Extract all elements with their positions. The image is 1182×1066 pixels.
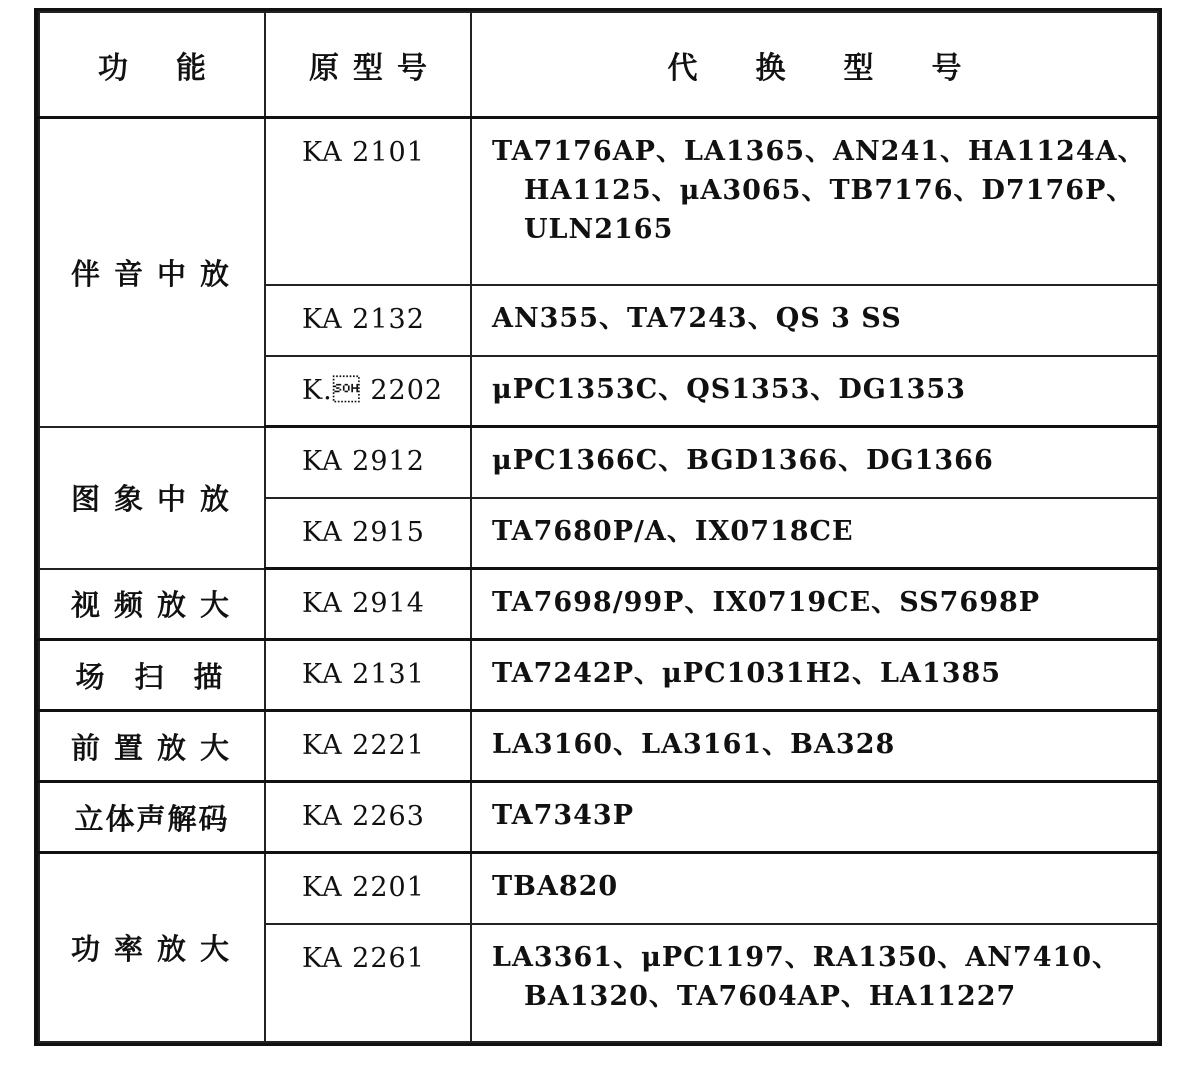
substitute-line: ULN2165 [524,214,674,245]
header-function: 功能 [39,12,265,118]
replacement-table [34,8,1162,1046]
function-cell: 功率放大 [39,853,265,1042]
original-model-cell: K. 2202 [265,356,471,427]
original-model-cell: KA 2221 [265,711,471,782]
substitute-model-cell [471,118,1158,285]
function-cell: 立体声解码 [39,782,265,853]
substitute-line: BA1320、TA7604AP、HA11227 [524,980,1017,1012]
substitute-line: AN355、TA7243、QS 3 SS [492,302,902,334]
table-row [39,711,1158,782]
function-cell: 场扫描 [39,640,265,711]
header-substitute-model: 代换型号 [471,12,1158,118]
original-model-cell: KA 2915 [265,498,471,569]
substitute-model-cell [471,498,1158,569]
original-model-cell: KA 2263 [265,782,471,853]
substitute-line: TA7698/99P、IX0719CE、SS7698P [492,587,1041,618]
substitute-line: HA1125、μA3065、TB7176、D7176P、 [524,175,1135,206]
function-cell: 前置放大 [39,711,265,782]
table-row [39,118,1158,285]
original-model-cell: KA 2131 [265,640,471,711]
substitute-model-cell [471,853,1158,924]
substitute-model-cell [471,924,1158,1042]
original-model-cell: KA 2101 [265,118,471,285]
table-row [39,640,1158,711]
substitute-line: TA7343P [492,800,635,831]
substitute-model-cell [471,285,1158,356]
substitute-line: TA7176AP、LA1365、AN241、HA1124A、 [492,136,1146,167]
function-cell: 伴音中放 [39,118,265,427]
substitute-line: LA3361、μPC1197、RA1350、AN7410、 [492,941,1121,973]
original-model-cell: KA 2132 [265,285,471,356]
substitute-model-cell [471,640,1158,711]
substitute-model-cell [471,569,1158,640]
substitute-line: TA7242P、μPC1031H2、LA1385 [492,658,1002,689]
ic-substitution-table [38,11,1159,1043]
substitute-model-cell [471,356,1158,427]
table-row [39,853,1158,924]
substitute-line: TBA820 [492,871,619,902]
table-row [39,569,1158,640]
substitute-line: μPC1366C、BGD1366、DG1366 [492,445,994,476]
substitute-line: TA7680P/A、IX0718CE [492,515,854,547]
header-original-model: 原型号 [265,12,471,118]
original-model-cell: KA 2201 [265,853,471,924]
substitute-model-cell [471,711,1158,782]
substitute-line: LA3160、LA3161、BA328 [492,729,896,760]
original-model-cell: KA 2261 [265,924,471,1042]
original-model-cell: KA 2914 [265,569,471,640]
function-cell: 视频放大 [39,569,265,640]
substitute-model-cell [471,427,1158,498]
header-row [39,12,1158,118]
substitute-model-cell [471,782,1158,853]
original-model-cell: KA 2912 [265,427,471,498]
table-row [39,427,1158,498]
function-cell: 图象中放 [39,427,265,569]
table-row [39,782,1158,853]
substitute-line: μPC1353C、QS1353、DG1353 [492,373,966,405]
